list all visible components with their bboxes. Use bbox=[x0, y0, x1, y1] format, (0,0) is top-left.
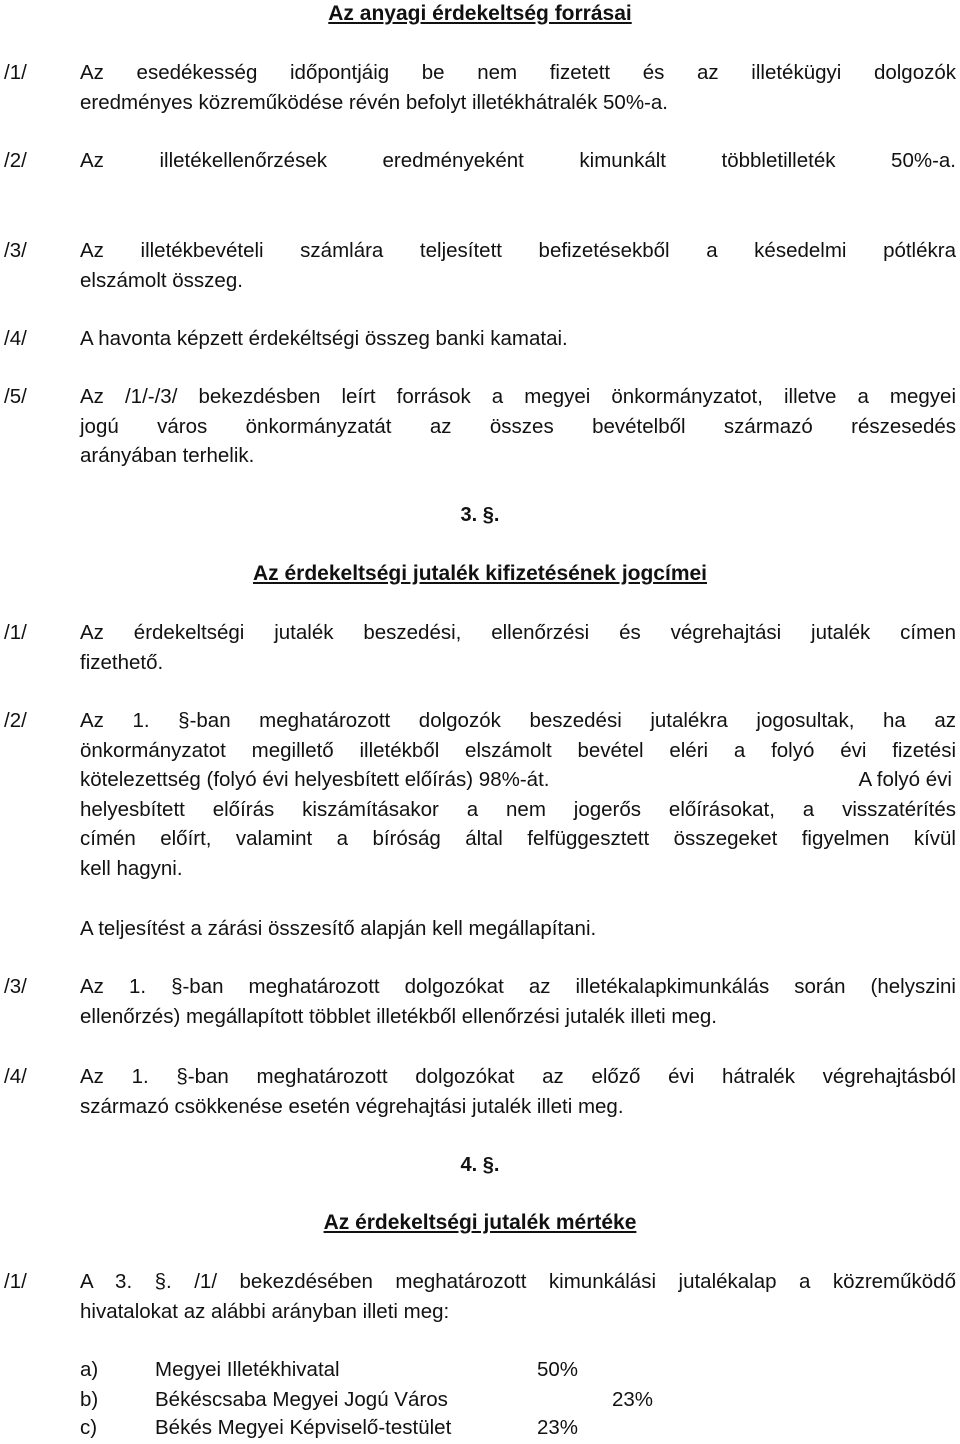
list-letter: c) bbox=[80, 1416, 98, 1439]
list-letter: b) bbox=[80, 1388, 99, 1411]
office-share: 23% bbox=[537, 1416, 579, 1439]
paragraph-line: származó csökkenése esetén végrehajtási jutalék illeti meg. bbox=[80, 1094, 624, 1118]
paragraph-number: /4/ bbox=[4, 327, 27, 350]
allocation-row bbox=[0, 1414, 960, 1442]
paragraph-line: Az érdekeltségi jutalék beszedési, ellenőrzési és végrehajtási jutalék címen bbox=[80, 621, 956, 644]
paragraph-line: Az /1/-/3/ bekezdésben leírt források a megyei önkormányzatot, illetve a megyei bbox=[80, 385, 956, 408]
paragraph-line: kell hagyni. bbox=[80, 856, 183, 880]
paragraph-line-part: A folyó évi bbox=[858, 768, 952, 791]
paragraph-line bbox=[80, 765, 956, 795]
paragraph-line: A havonta képzett érdekéltségi összeg banki kamatai. bbox=[80, 327, 568, 350]
section-heading-sources: Az anyagi érdekeltség forrásai bbox=[328, 2, 632, 25]
office-name: Megyei Illetékhivatal bbox=[155, 1358, 340, 1381]
section-number-4: 4. §. bbox=[460, 1154, 500, 1176]
paragraph-line-part: kötelezettség (folyó évi helyesbített előírás) 98%-át. bbox=[80, 768, 550, 791]
paragraph-line: elszámolt összeg. bbox=[80, 268, 243, 292]
paragraph-number: /3/ bbox=[4, 975, 27, 998]
paragraph-line: címén előírt, valamint a bíróság által felfüggesztett összegeket figyelmen kívül bbox=[80, 827, 956, 850]
paragraph-number: /2/ bbox=[4, 709, 27, 732]
paragraph-line: jogú város önkormányzatát az összes bevételből származó részesedés bbox=[80, 414, 956, 438]
paragraph-line: Az esedékesség időpontjáig be nem fizetett és az illetékügyi dolgozók bbox=[80, 61, 956, 84]
paragraph-line: ellenőrzés) megállapított többlet illetékből ellenőrzési jutalék illeti meg. bbox=[80, 1004, 717, 1028]
paragraph-line: A 3. §. /1/ bekezdésében meghatározott kimunkálási jutalékalap a közreműködő bbox=[80, 1270, 956, 1293]
paragraph-number: /2/ bbox=[4, 149, 27, 172]
paragraph-line: Az 1. §-ban meghatározott dolgozókat az illetékalapkimunkálás során (helyszini bbox=[80, 975, 956, 998]
office-share: 50% bbox=[537, 1358, 579, 1381]
section-heading-3: Az érdekeltségi jutalék kifizetésének jogcímei bbox=[252, 562, 708, 585]
office-share: 23% bbox=[612, 1388, 654, 1411]
paragraph-line: fizethető. bbox=[80, 650, 164, 674]
paragraph-line: hivatalokat az alábbi arányban illeti meg: bbox=[80, 1299, 450, 1323]
list-letter: a) bbox=[80, 1358, 99, 1381]
paragraph-number: /1/ bbox=[4, 1270, 27, 1293]
paragraph-number: /1/ bbox=[4, 621, 27, 644]
paragraph-line: Az illetékellenőrzések eredményeként kimunkált többletilleték 50%-a. bbox=[80, 149, 956, 172]
paragraph-number: /4/ bbox=[4, 1065, 27, 1088]
paragraph-line: helyesbített előírás kiszámításakor a nem jogerős előírásokat, a visszatérítés bbox=[80, 797, 956, 821]
section-heading-4: Az érdekeltségi jutalék mértéke bbox=[323, 1211, 637, 1234]
paragraph-number: /1/ bbox=[4, 61, 27, 84]
office-name: Békéscsaba Megyei Jogú Város bbox=[155, 1388, 448, 1411]
paragraph-number: /3/ bbox=[4, 239, 27, 262]
office-name: Békés Megyei Képviselő-testület bbox=[155, 1416, 452, 1439]
paragraph-number: /5/ bbox=[4, 385, 27, 408]
allocation-row bbox=[0, 1356, 960, 1384]
paragraph-line: Az 1. §-ban meghatározott dolgozókat az előző évi hátralék végrehajtásból bbox=[80, 1065, 956, 1088]
section-number-3: 3. §. bbox=[460, 504, 500, 526]
paragraph-line: eredményes közreműködése révén befolyt illetékhátralék 50%-a. bbox=[80, 90, 668, 114]
paragraph-line: Az 1. §-ban meghatározott dolgozók beszedési jutalékra jogosultak, ha az bbox=[80, 709, 956, 732]
paragraph-line: arányában terhelik. bbox=[80, 444, 255, 467]
paragraph-line: Az illetékbevételi számlára teljesített befizetésekből a késedelmi pótlékra bbox=[80, 239, 956, 262]
paragraph-line: önkormányzatot megillető illetékből elszámolt bevétel eléri a folyó évi fizetési bbox=[80, 738, 956, 762]
allocation-row bbox=[0, 1386, 960, 1414]
paragraph-3-2-note: A teljesítést a zárási összesítő alapján kell megállapítani. bbox=[80, 917, 597, 940]
